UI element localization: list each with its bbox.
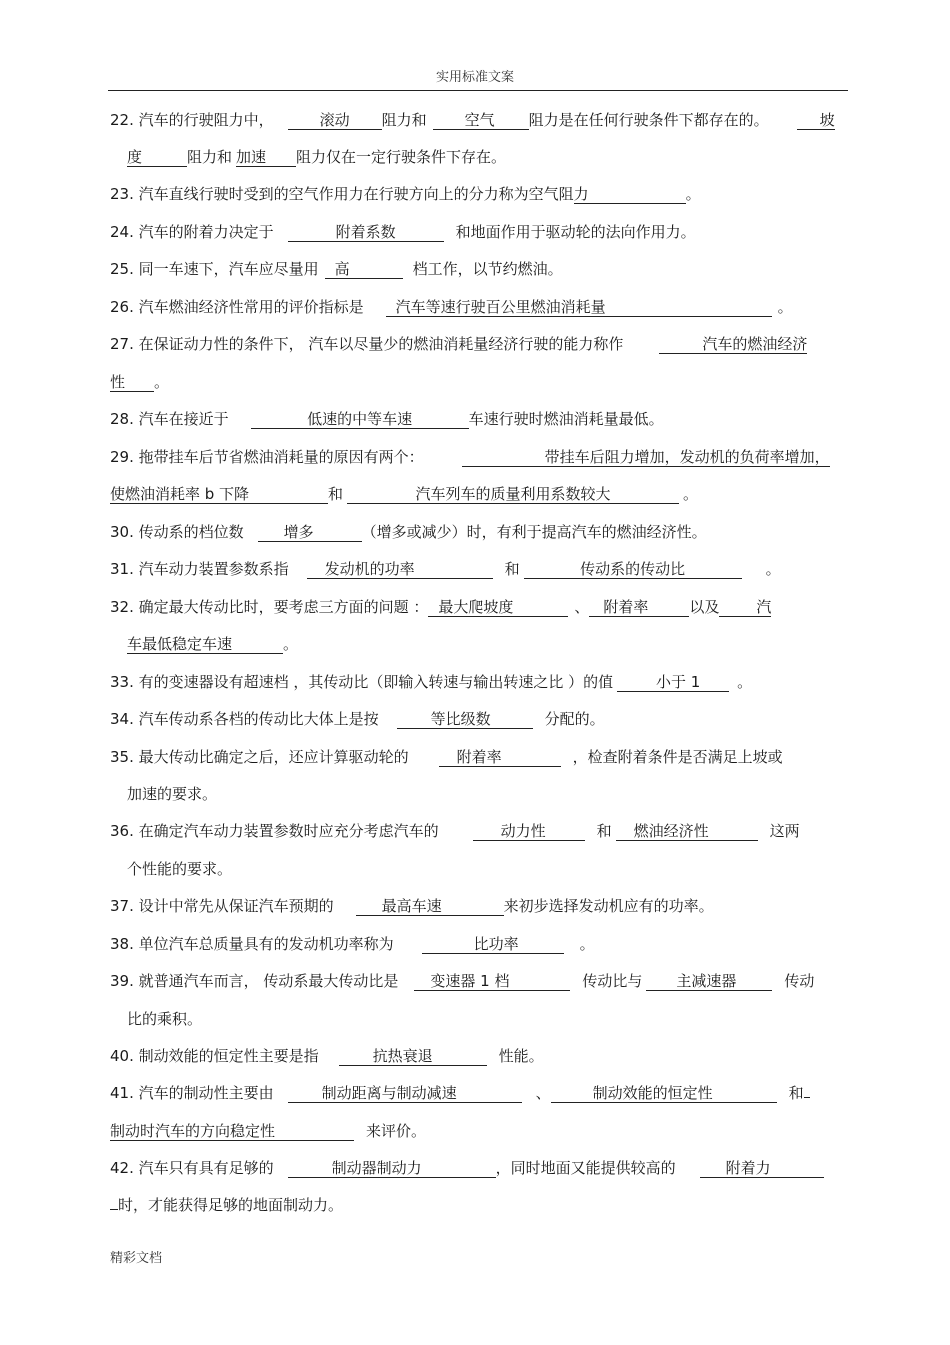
question-29: 29. 拖带挂车后节省燃油消耗量的原因有两个： 带挂车后阻力增加，发动机的负荷率增加， [110,448,830,466]
question-31: 31. 汽车动力装置参数系指 发动机的功率 和 传动系的传动比 。 [110,560,781,578]
answer-blank: 制动效能的恒定性 [551,1085,777,1103]
question-42-cont: 时，才能获得足够的地面制动力。 [110,1195,343,1215]
answer-blank: 汽车列车的质量利用系数较大 [347,486,679,504]
question-22: 22. 汽车的行驶阻力中， 滚动 阻力和 空气 阻力是在任何行驶条件下都存在的。 坡 [110,111,835,129]
question-38: 38. 单位汽车总质量具有的发动机功率称为 比功率 。 [110,935,595,953]
answer-blank: 附着率 [439,749,561,767]
question-32-cont: 车最低稳定车速 。 [127,635,299,653]
question-36: 36. 在确定汽车动力装置参数时应充分考虑汽车的 动力性 和 燃油经济性 这两 [110,822,800,840]
question-39-cont: 比的乘积。 [127,1010,203,1028]
question-25: 25. 同一车速下，汽车应尽量用 高 档工作，以节约燃油。 [110,260,563,278]
answer-blank: 增多 [258,524,362,542]
answer-blank: 制动器制动力 [288,1160,496,1178]
question-42: 42. 汽车只有具有足够的 制动器制动力 ，同时地面又能提供较高的 附着力 [110,1158,824,1178]
answer-blank: 加速 [236,149,296,167]
question-27: 27. 在保证动力性的条件下， 汽车以尽量少的燃油消耗量经济行驶的能力称作 汽车的燃油经济 [110,335,808,353]
answer-blank: 等比级数 [397,711,533,729]
question-22-cont: 度 阻力和 加速 阻力仅在一定行驶条件下存在。 [127,148,507,166]
answer-blank: 发动机的功率 [307,561,493,579]
answer-blank: 带挂车后阻力增加，发动机的负荷率增加， [462,449,830,467]
page-footer: 精彩文档 [110,1251,163,1266]
answer-blank: 制动时汽车的方向稳定性 [110,1123,354,1141]
answer-blank: 附着力 [700,1160,824,1178]
question-37: 37. 设计中常先从保证汽车预期的 最高车速 来初步选择发动机应有的功率。 [110,897,714,915]
answer-blank: 低速的中等车速 [251,411,469,429]
question-28: 28. 汽车在接近于 低速的中等车速 车速行驶时燃油消耗量最低。 [110,410,664,428]
question-40: 40. 制动效能的恒定性主要是指 抗热衰退 性能。 [110,1047,544,1065]
answer-blank: 空气 [433,112,529,130]
answer-blank: 汽 [719,599,771,617]
answer-blank: 主减速器 [646,973,772,991]
question-32: 32. 确定最大传动比时，要考虑三方面的问题 ： 最大爬坡度 、 附着率 以及 汽 [110,598,772,616]
question-34: 34. 汽车传动系各档的传动比大体上是按 等比级数 分配的。 [110,710,605,728]
answer-blank: 附着系数 [288,224,444,242]
answer-blank: 汽车的燃油经济 [659,336,807,354]
answer-blank: 抗热衰退 [339,1048,487,1066]
page-header: 实用标准文案 [435,70,514,85]
question-41: 41. 汽车的制动性主要由 制动距离与制动减速 、 制动效能的恒定性 和 [110,1083,810,1103]
answer-blank: 最大爬坡度 [428,599,568,617]
answer-blank: 汽车等速行驶百公里燃油消耗量 [386,299,772,317]
question-24: 24. 汽车的附着力决定于 附着系数 和地面作用于驱动轮的法向作用力。 [110,223,696,241]
answer-blank: 坡 [797,112,835,130]
question-36-cont: 个性能的要求。 [127,860,233,878]
question-23: 23. 汽车直线行驶时受到的空气作用力在行驶方向上的分力称为空气阻力 。 [110,185,701,203]
answer-blank: 度 [127,149,187,167]
answer-blank: 制动距离与制动减速 [288,1085,522,1103]
question-35-cont: 加速的要求。 [127,785,218,803]
answer-blank: 小于 1 [617,674,729,692]
answer-blank: 最高车速 [356,898,504,916]
answer-blank: 使燃油消耗率 b 下降 [110,486,328,504]
answer-blank: 力 [574,186,686,204]
question-35: 35. 最大传动比确定之后，还应计算驱动轮的 附着率 ，检查附着条件是否满足上坡或 [110,748,783,766]
header-rule [108,90,848,91]
question-30: 30. 传动系的档位数 增多 （增多或减少）时，有利于提高汽车的燃油经济性。 [110,523,707,541]
answer-blank: 车最低稳定车速 [127,636,283,654]
answer-blank: 动力性 [473,823,585,841]
question-39: 39. 就普通汽车而言， 传动系最大传动比是 变速器 1 档 传动比与 主减速器 传动 [110,972,815,990]
question-26: 26. 汽车燃油经济性常用的评价指标是 汽车等速行驶百公里燃油消耗量 。 [110,298,793,316]
question-27-cont: 性 。 [110,373,170,391]
answer-blank: 传动系的传动比 [524,561,742,579]
answer-blank: 附着率 [589,599,689,617]
question-29-cont: 使燃油消耗率 b 下降 和 汽车列车的质量利用系数较大 。 [110,485,699,503]
answer-blank: 燃油经济性 [616,823,758,841]
question-41-cont: 制动时汽车的方向稳定性 来评价。 [110,1122,427,1140]
question-33: 33. 有的变速器设有超速档 ，其传动比（即输入转速与输出转速之比 ）的值 小于 1 。 [110,673,753,691]
answer-blank: 变速器 1 档 [414,973,570,991]
answer-blank: 性 [110,374,154,392]
answer-blank: 高 [325,261,403,279]
answer-blank: 滚动 [288,112,382,130]
answer-blank: 比功率 [422,936,564,954]
